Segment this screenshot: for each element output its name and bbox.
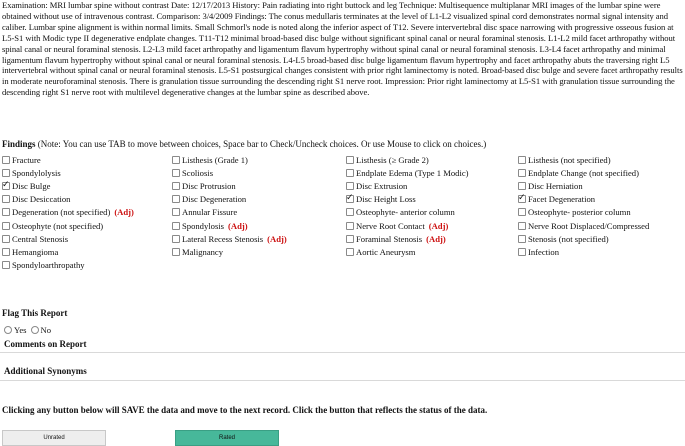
finding-label: Nerve Root Displaced/Compressed: [528, 220, 650, 231]
finding-label: Endplate Change (not specified): [528, 167, 639, 178]
finding-label: Hemangioma: [12, 246, 59, 257]
finding-option[interactable]: [172, 179, 346, 192]
finding-label: Disc Extrusion: [356, 180, 408, 191]
finding-label: Nerve Root Contact: [356, 220, 425, 231]
finding-label: Spondylosis: [182, 220, 225, 231]
finding-label: Osteophyte- posterior column: [528, 207, 631, 218]
finding-label: Fracture: [12, 154, 41, 165]
finding-option[interactable]: [172, 232, 346, 245]
finding-label: Scoliosis: [182, 167, 214, 178]
finding-option[interactable]: [2, 153, 172, 166]
comments-label: Comments on Report: [4, 339, 87, 349]
finding-option[interactable]: [172, 166, 346, 179]
finding-checkbox[interactable]: [346, 235, 354, 243]
finding-checkbox[interactable]: [518, 248, 526, 256]
finding-label: Disc Degeneration: [182, 194, 247, 205]
adj-link[interactable]: (Adj): [428, 220, 449, 231]
adj-link[interactable]: (Adj): [114, 207, 134, 218]
finding-checkbox[interactable]: [172, 182, 180, 190]
rated-button[interactable]: Rated: [175, 430, 279, 446]
finding-checkbox[interactable]: [172, 169, 180, 177]
finding-checkbox[interactable]: [172, 195, 180, 203]
finding-option[interactable]: [518, 179, 685, 192]
finding-label: Listhesis (not specified): [528, 154, 611, 165]
finding-option[interactable]: [518, 166, 685, 179]
finding-checkbox[interactable]: [2, 182, 10, 190]
finding-checkbox[interactable]: [518, 208, 526, 216]
finding-option[interactable]: [2, 179, 172, 192]
finding-label: Disc Bulge: [12, 180, 51, 191]
finding-option[interactable]: [346, 206, 518, 219]
finding-option[interactable]: [518, 206, 685, 219]
finding-checkbox[interactable]: [518, 235, 526, 243]
finding-checkbox[interactable]: [346, 169, 354, 177]
finding-option[interactable]: [346, 219, 518, 232]
finding-checkbox[interactable]: [346, 248, 354, 256]
finding-option[interactable]: [518, 193, 685, 206]
finding-option[interactable]: [346, 232, 518, 245]
finding-label: Degeneration (not specified): [12, 207, 111, 218]
finding-checkbox[interactable]: [2, 169, 10, 177]
adj-link[interactable]: (Adj): [228, 220, 248, 231]
finding-option[interactable]: [172, 219, 346, 232]
finding-label: Disc Herniation: [528, 180, 583, 191]
findings-checkbox-grid: [2, 153, 685, 272]
finding-option[interactable]: [346, 245, 518, 258]
findings-note: (Note: You can use TAB to move between choices, Space bar to Check/Uncheck choices. Or use Mouse to click on choices.): [37, 139, 487, 149]
finding-option[interactable]: [2, 166, 172, 179]
finding-checkbox[interactable]: [518, 195, 526, 203]
finding-checkbox[interactable]: [518, 182, 526, 190]
finding-label: Infection: [528, 246, 560, 257]
finding-option[interactable]: [172, 206, 346, 219]
adj-link[interactable]: (Adj): [426, 233, 446, 244]
finding-checkbox[interactable]: [2, 208, 10, 216]
finding-option[interactable]: [518, 245, 685, 258]
finding-label: Spondyloarthropathy: [12, 260, 85, 271]
finding-label: Endplate Edema (Type 1 Modic): [356, 167, 469, 178]
finding-option[interactable]: [2, 193, 172, 206]
finding-checkbox[interactable]: [346, 208, 354, 216]
finding-label: Listhesis (Grade 1): [182, 154, 248, 165]
adj-link[interactable]: (Adj): [267, 233, 287, 244]
finding-label: Disc Desiccation: [12, 194, 71, 205]
findings-title: Findings: [2, 139, 36, 149]
finding-label: Stenosis (not specified): [528, 233, 609, 244]
finding-option[interactable]: [518, 219, 685, 232]
finding-option[interactable]: [346, 166, 518, 179]
finding-label: Disc Protrusion: [182, 180, 236, 191]
finding-option[interactable]: [518, 153, 685, 166]
finding-label: Malignancy: [182, 246, 224, 257]
findings-header: [2, 139, 486, 149]
flag-no-radio[interactable]: [31, 326, 39, 334]
finding-checkbox[interactable]: [518, 222, 526, 230]
report-text: Examination: MRI lumbar spine without contrast Date: 12/17/2013 History: Pain radiating into right buttock and leg Technique: Multisequence multiplanar MRI images of the lumbar spine were obtained without use of intravenous contrast. Comparison: 3/4/2009 Findings: The conus medullaris terminates at the level of L1-L2 visualized spinal cord demonstrates normal signal intensity and caliber. Lumbar spine alignment is within normal limits. Small Schmorl's node is noted along the inferior aspect of T12. Severe intervertebral disc space narrowing with progressive osseous fusion at L5-S1 with Modic type II degenerative endplate changes. T11-T12 minimal broad-based disc bulge without significant spinal canal or neural foraminal stenosis. L1-L2 mild facet arthropathy without spinal canal or neural foraminal stenosis. L2-L3 mild facet arthropathy and ligamentum flavum hypertrophy without spinal canal or neural foraminal stenosis. L3-L4 facet arthropathy and minimal ligamentum flavum hypertrophy without spinal canal or neural foraminal stenosis. L4-L5 broad-based disc bulge ligamentum flavum hypertrophy and facet arthropathy abuts the traversing right L5 intervertebral without spinal canal or neural foraminal stenosis. L5-S1 postsurgical changes consistent with prior right laminectomy is noted. Broad-based disc bulge and severe facet arthropathy results in moderate neuroforaminal stenosis. There is granulation tissue surrounding the descending right S1 nerve root. Impression: Prior right laminectomy at L5-S1 with granulation tissue surrounding the descending right S1 nerve root with multilevel degenerative changes at the lumbar spine as described above.: [2, 0, 683, 98]
finding-option[interactable]: [2, 219, 172, 232]
finding-option[interactable]: [2, 259, 172, 272]
finding-checkbox[interactable]: [172, 248, 180, 256]
finding-label: Central Stenosis: [12, 233, 69, 244]
flag-report-title: Flag This Report: [2, 308, 68, 318]
finding-checkbox[interactable]: [172, 235, 180, 243]
flag-no-label: No: [40, 325, 52, 335]
finding-label: Listhesis (≥ Grade 2): [356, 154, 429, 165]
finding-option[interactable]: [346, 193, 518, 206]
finding-checkbox[interactable]: [518, 156, 526, 164]
finding-option[interactable]: [518, 232, 685, 245]
finding-checkbox[interactable]: [172, 208, 180, 216]
finding-checkbox[interactable]: [172, 156, 180, 164]
finding-checkbox[interactable]: [172, 222, 180, 230]
finding-option[interactable]: [346, 179, 518, 192]
finding-label: Disc Height Loss: [356, 194, 416, 205]
finding-checkbox[interactable]: [2, 222, 10, 230]
finding-label: Foraminal Stenosis: [356, 233, 423, 244]
flag-yes-label: Yes: [14, 325, 27, 335]
finding-option[interactable]: [2, 206, 172, 219]
finding-option[interactable]: [2, 245, 172, 258]
finding-option[interactable]: [172, 245, 346, 258]
finding-label: Lateral Recess Stenosis: [182, 233, 264, 244]
flag-report-options: [2, 325, 51, 335]
finding-option[interactable]: [2, 232, 172, 245]
finding-checkbox[interactable]: [346, 195, 354, 203]
finding-option[interactable]: [172, 153, 346, 166]
finding-checkbox[interactable]: [346, 156, 354, 164]
finding-label: Annular Fissure: [182, 207, 238, 218]
finding-label: Osteophyte (not specified): [12, 220, 104, 231]
finding-checkbox[interactable]: [2, 248, 10, 256]
finding-label: Spondylolysis: [12, 167, 61, 178]
finding-checkbox[interactable]: [2, 156, 10, 164]
finding-label: Osteophyte- anterior column: [356, 207, 455, 218]
finding-checkbox[interactable]: [518, 169, 526, 177]
finding-checkbox[interactable]: [346, 182, 354, 190]
synonyms-label: Additional Synonyms: [4, 366, 87, 376]
finding-checkbox[interactable]: [2, 261, 10, 269]
comments-field[interactable]: [0, 352, 685, 353]
finding-checkbox[interactable]: [346, 222, 354, 230]
finding-checkbox[interactable]: [2, 195, 10, 203]
synonyms-field[interactable]: [0, 380, 685, 381]
finding-option[interactable]: [346, 153, 518, 166]
unrated-button[interactable]: Unrated: [2, 430, 106, 446]
flag-yes-radio[interactable]: [4, 326, 12, 334]
finding-label: Facet Degeneration: [528, 194, 596, 205]
finding-label: Aortic Aneurysm: [356, 246, 416, 257]
finding-checkbox[interactable]: [2, 235, 10, 243]
finding-option[interactable]: [172, 193, 346, 206]
save-instructions: Clicking any button below will SAVE the data and move to the next record. Click the button that reflects the status of the data.: [2, 405, 488, 415]
